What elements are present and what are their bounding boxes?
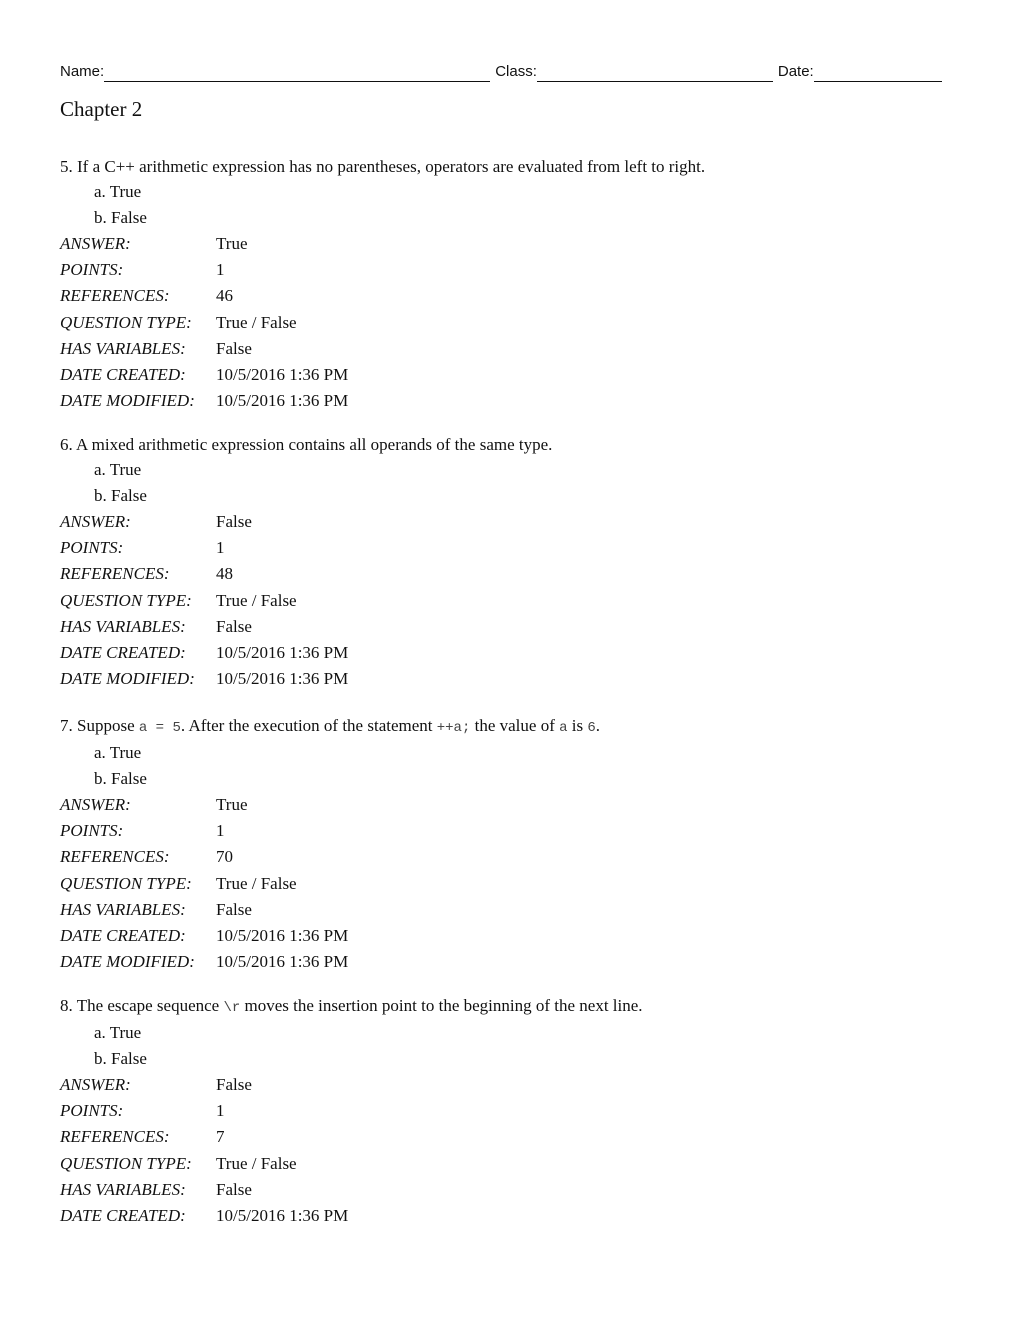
date-modified-row: [60, 388, 980, 414]
has-variables-row: [60, 897, 980, 923]
has-variables-row: [60, 336, 980, 362]
points-key: POINTS:: [60, 1101, 124, 1121]
date-blank-line: [814, 64, 942, 82]
stem-text: .: [595, 716, 601, 735]
stem-text: 8. The escape sequence: [60, 996, 224, 1015]
question-type-key: QUESTION TYPE:: [60, 873, 192, 893]
option-b: b. False: [94, 208, 147, 227]
answer-row: [60, 509, 980, 535]
date-created-value: 10/5/2016 1:36 PM: [216, 1206, 349, 1226]
question-7: [60, 714, 980, 975]
code-snippet: ++a;: [436, 720, 471, 736]
answer-value: True: [216, 795, 248, 814]
chapter-title: Chapter 2: [60, 97, 143, 121]
question-type-value: True / False: [216, 590, 297, 610]
option-a: a. True: [94, 743, 142, 762]
option-a: a. True: [94, 460, 142, 479]
question-type-key: QUESTION TYPE:: [60, 312, 192, 332]
question-type-row: [60, 1151, 980, 1177]
references-value: 46: [216, 286, 233, 306]
date-created-value: 10/5/2016 1:36 PM: [216, 926, 349, 946]
question-type-row: [60, 588, 980, 614]
code-snippet: a: [559, 720, 568, 736]
question-stem: [60, 714, 980, 740]
date-modified-value: 10/5/2016 1:36 PM: [216, 669, 349, 689]
points-row: [60, 257, 980, 283]
option-b: b. False: [94, 1049, 147, 1068]
option-b: b. False: [94, 486, 147, 505]
has-variables-value: False: [216, 899, 252, 919]
date-created-row: [60, 1203, 980, 1229]
date-label: Date:: [777, 63, 814, 80]
answer-value: False: [216, 1075, 252, 1094]
date-modified-value: 10/5/2016 1:36 PM: [216, 391, 349, 411]
answer-value: False: [216, 512, 252, 531]
date-modified-row: [60, 949, 980, 975]
date-created-row: [60, 640, 980, 666]
answer-key: ANSWER:: [60, 234, 131, 253]
references-row: [60, 1124, 980, 1150]
question-stem: 6. A mixed arithmetic expression contains all operands of the same type.: [60, 435, 553, 454]
question-type-key: QUESTION TYPE:: [60, 1153, 192, 1173]
question-type-row: [60, 871, 980, 897]
has-variables-value: False: [216, 1179, 252, 1199]
stem-text: 7. Suppose: [60, 716, 139, 735]
question-type-value: True / False: [216, 873, 297, 893]
option-b: b. False: [94, 769, 147, 788]
date-modified-row: [60, 666, 980, 692]
has-variables-key: HAS VARIABLES:: [60, 616, 186, 636]
question-type-row: [60, 310, 980, 336]
date-created-key: DATE CREATED:: [60, 926, 186, 946]
stem-text: is: [567, 716, 588, 735]
references-value: 48: [216, 564, 233, 584]
answer-key: ANSWER:: [60, 795, 131, 814]
date-created-key: DATE CREATED:: [60, 643, 186, 663]
stem-text: . After the execution of the statement: [180, 716, 437, 735]
answer-value: True: [216, 234, 248, 253]
has-variables-value: False: [216, 616, 252, 636]
name-label: Name:: [60, 63, 105, 80]
has-variables-key: HAS VARIABLES:: [60, 899, 186, 919]
question-6: [60, 433, 980, 692]
date-created-value: 10/5/2016 1:36 PM: [216, 365, 349, 385]
references-row: [60, 283, 980, 309]
points-row: [60, 1098, 980, 1124]
points-row: [60, 535, 980, 561]
code-snippet: a = 5: [138, 720, 181, 736]
question-8: [60, 994, 980, 1229]
answer-key: ANSWER:: [60, 1075, 131, 1094]
date-modified-key: DATE MODIFIED:: [60, 952, 195, 972]
answer-key: ANSWER:: [60, 512, 131, 531]
name-blank-line: [104, 64, 490, 82]
references-key: REFERENCES:: [60, 847, 170, 867]
references-row: [60, 844, 980, 870]
points-value: 1: [216, 1101, 225, 1121]
date-modified-key: DATE MODIFIED:: [60, 669, 195, 689]
code-snippet: \r: [223, 1000, 241, 1016]
option-a: a. True: [94, 182, 142, 201]
date-created-row: [60, 923, 980, 949]
question-type-value: True / False: [216, 1153, 297, 1173]
code-snippet: 6: [587, 720, 596, 736]
references-key: REFERENCES:: [60, 1127, 170, 1147]
has-variables-row: [60, 614, 980, 640]
question-5: [60, 155, 980, 414]
answer-row: [60, 792, 980, 818]
points-row: [60, 818, 980, 844]
date-created-value: 10/5/2016 1:36 PM: [216, 643, 349, 663]
class-label: Class:: [495, 63, 537, 80]
question-stem: [60, 994, 980, 1020]
answer-row: [60, 231, 980, 257]
references-key: REFERENCES:: [60, 564, 170, 584]
points-value: 1: [216, 821, 225, 841]
references-row: [60, 561, 980, 587]
references-value: 70: [216, 847, 233, 867]
date-created-key: DATE CREATED:: [60, 365, 186, 385]
option-a: a. True: [94, 1023, 142, 1042]
has-variables-key: HAS VARIABLES:: [60, 1179, 186, 1199]
references-value: 7: [216, 1127, 225, 1147]
date-created-key: DATE CREATED:: [60, 1206, 186, 1226]
date-created-row: [60, 362, 980, 388]
has-variables-key: HAS VARIABLES:: [60, 338, 186, 358]
question-type-value: True / False: [216, 312, 297, 332]
points-value: 1: [216, 260, 225, 280]
date-modified-value: 10/5/2016 1:36 PM: [216, 952, 349, 972]
points-key: POINTS:: [60, 538, 124, 558]
stem-text: moves the insertion point to the beginning of the next line.: [240, 996, 643, 1015]
points-key: POINTS:: [60, 821, 124, 841]
references-key: REFERENCES:: [60, 286, 170, 306]
class-blank-line: [537, 64, 773, 82]
answer-row: [60, 1072, 980, 1098]
date-modified-key: DATE MODIFIED:: [60, 391, 195, 411]
has-variables-row: [60, 1177, 980, 1203]
points-key: POINTS:: [60, 260, 124, 280]
has-variables-value: False: [216, 338, 252, 358]
stem-text: the value of: [470, 716, 560, 735]
question-stem: 5. If a C++ arithmetic expression has no parentheses, operators are evaluated from left to right.: [60, 157, 706, 176]
student-info-header: [60, 58, 964, 82]
points-value: 1: [216, 538, 225, 558]
question-type-key: QUESTION TYPE:: [60, 590, 192, 610]
